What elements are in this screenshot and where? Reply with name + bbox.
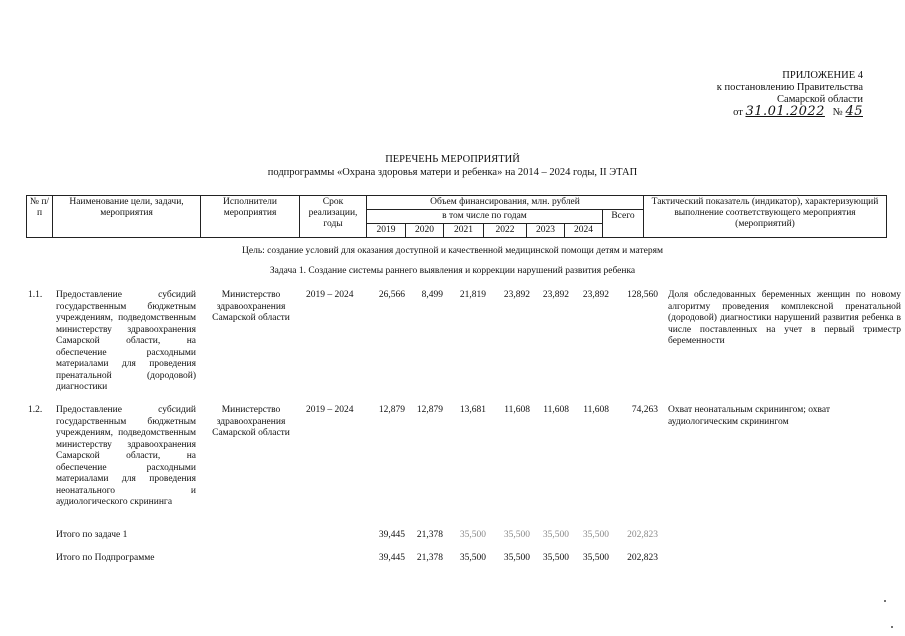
total-value: 35,500: [582, 530, 609, 540]
row-value: 23,892: [503, 290, 530, 300]
header-indicator: Тактический показатель (индикатор), характеризующий выполнение соответствующего мероприятия (мероприятий): [644, 196, 887, 238]
row-name: Предоставление субсидий государственным бюджетным учреждениям, подведомственным министерству здравоохранения Самарской области, на обеспечение расходными материалами для проведения пренатальной (дородовой) диагностики: [56, 290, 196, 392]
goal-line: Цель: создание условий для оказания доступной и качественной медицинской помощи детям и матерям: [242, 246, 663, 256]
row-value: 26,566: [378, 290, 405, 300]
appendix-region: Самарской области: [777, 94, 863, 105]
header-total: Всего: [603, 210, 644, 238]
handwritten-number: 45: [845, 104, 863, 119]
row-value: 12,879: [416, 405, 443, 415]
row-indicator: Доля обследованных беременных женщин по новому алгоритму проведения комплексной пренатальной (дородовой) диагностики нарушений развития ребенка в числе поставленных на учет в первый триместр беременности: [668, 290, 901, 346]
header-year: 2020: [406, 224, 444, 238]
header-year: 2019: [367, 224, 406, 238]
task-line: Задача 1. Создание системы раннего выявления и коррекции нарушений развития ребенка: [269, 266, 636, 276]
header-year: 2024: [565, 224, 603, 238]
header-funding: Объем финансирования, млн. рублей: [367, 196, 644, 210]
total-value: 39,445: [378, 530, 405, 540]
total-value: 35,500: [582, 553, 609, 563]
row-value: 11,608: [543, 405, 569, 415]
scan-speck: [891, 626, 893, 628]
total-value: 35,500: [503, 553, 530, 563]
title-main: ПЕРЕЧЕНЬ МЕРОПРИЯТИЙ: [385, 154, 520, 165]
row-total: 128,560: [627, 290, 658, 300]
total-value: 21,378: [416, 553, 443, 563]
number-label: №: [832, 107, 843, 118]
row-num: 1.2.: [28, 405, 43, 415]
row-value: 13,681: [459, 405, 486, 415]
row-value: 11,608: [504, 405, 530, 415]
header-year: 2022: [484, 224, 527, 238]
header-including: в том числе по годам: [367, 210, 603, 224]
total-value: 39,445: [378, 553, 405, 563]
row-name: Предоставление субсидий государственным бюджетным учреждениям, подведомственным министерству здравоохранения Самарской области, на обеспечение расходными материалами для проведения неонатального и аудиологического скрининга: [56, 405, 196, 507]
total-value: 35,500: [542, 530, 569, 540]
from-label: от: [733, 107, 743, 118]
row-value: 23,892: [542, 290, 569, 300]
total-value: 35,500: [503, 530, 530, 540]
document-title: [0, 153, 905, 179]
total-value: 35,500: [542, 553, 569, 563]
row-num: 1.1.: [28, 290, 43, 300]
row-value: 23,892: [582, 290, 609, 300]
row-executor: Министерство здравоохранения Самарской области: [212, 405, 290, 438]
row-executor: Министерство здравоохранения Самарской области: [212, 290, 290, 323]
total-value: 35,500: [459, 553, 486, 563]
row-value: 21,819: [459, 290, 486, 300]
appendix-title: ПРИЛОЖЕНИЕ 4: [782, 70, 863, 81]
header-term: Срок реализации, годы: [300, 196, 367, 238]
header-executors: Исполнители мероприятия: [201, 196, 300, 238]
scan-speck: [884, 600, 886, 602]
appendix-decree: к постановлению Правительства: [716, 82, 863, 93]
header-year: 2023: [527, 224, 565, 238]
row-value: 11,608: [583, 405, 609, 415]
title-sub: подпрограммы «Охрана здоровья матери и ребенка» на 2014 – 2024 годы, II ЭТАП: [267, 167, 638, 178]
row-total: 74,263: [631, 405, 658, 415]
header-table: [26, 195, 887, 238]
total-sum: 202,823: [627, 553, 658, 563]
row-indicator: Охват неонатальным скринингом; охват аудиологическим скринингом: [668, 405, 830, 427]
header-name: Наименование цели, задачи, мероприятия: [53, 196, 201, 238]
total-value: 21,378: [416, 530, 443, 540]
row-value: 8,499: [421, 290, 443, 300]
total-value: 35,500: [459, 530, 486, 540]
header-year: 2021: [444, 224, 484, 238]
header-num: № п/п: [27, 196, 53, 238]
appendix-date-line: [663, 106, 863, 119]
handwritten-date: 31.01.2022: [745, 104, 825, 119]
total-label: Итого по задаче 1: [56, 530, 128, 540]
row-value: 12,879: [378, 405, 405, 415]
appendix-block: [663, 70, 863, 119]
row-term: 2019 – 2024: [306, 290, 354, 300]
total-label: Итого по Подпрограмме: [56, 553, 155, 563]
row-term: 2019 – 2024: [306, 405, 354, 415]
total-sum: 202,823: [627, 530, 658, 540]
